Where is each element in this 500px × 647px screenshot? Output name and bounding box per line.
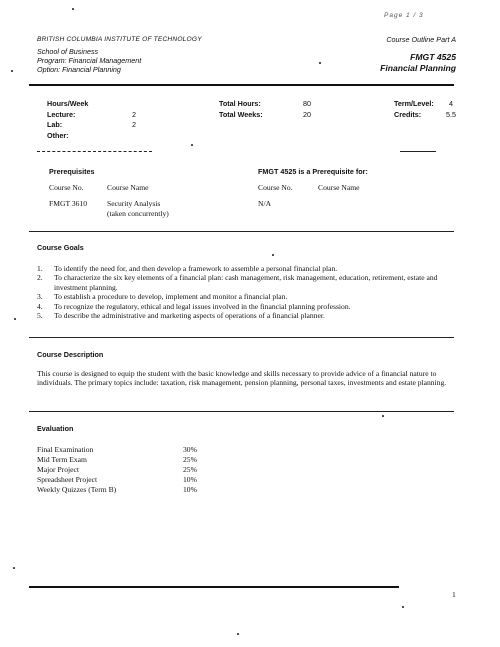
prereq-course-note: (taken concurrently): [107, 209, 169, 218]
scan-speck: [13, 567, 15, 569]
hours-rule-right: [400, 151, 436, 152]
description-text: This course is designed to equip the student with the basic knowledge and skills necessary to provide advice of a financial nature to individuals. The primary topics include: taxation, risk management, pension planning, personal taxes, investments and estate planning.: [37, 369, 447, 388]
list-item: 4. To recognize the regulatory, ethical and legal issues involved in the financial planning profession.: [37, 301, 351, 311]
list-item: 3. To establish a procedure to develop, implement and monitor a financial plan.: [37, 292, 288, 302]
total-hours-value: 80: [303, 99, 311, 108]
evaluation-heading: Evaluation: [37, 424, 74, 433]
term-level-label: Term/Level:: [394, 99, 434, 108]
scan-speck: [11, 70, 13, 72]
goals-list: [37, 264, 450, 320]
scan-speck: [191, 144, 193, 146]
table-row: Spreadsheet Project 10%: [37, 474, 197, 484]
term-level-value: 4: [449, 99, 453, 108]
table-row: Mid Term Exam 25%: [37, 454, 197, 464]
goals-heading: Course Goals: [37, 243, 84, 252]
lab-value: 2: [132, 120, 136, 129]
school-name: School of Business: [37, 47, 99, 56]
scan-speck: [402, 606, 404, 608]
prereq-col-course-name: Course Name: [107, 183, 149, 192]
course-title: Financial Planning: [380, 63, 456, 73]
option-name: Option: Financial Planning: [37, 65, 121, 74]
prereq-for-heading: FMGT 4525 is a Prerequisite for:: [258, 167, 368, 176]
header-rule: [29, 84, 454, 86]
total-hours-label: Total Hours:: [219, 99, 261, 108]
list-item: 5. To describe the administrative and marketing aspects of operations of a financial planner.: [37, 311, 325, 321]
institution-name: BRITISH COLUMBIA INSTITUTE OF TECHNOLOGY: [37, 36, 202, 43]
course-code: FMGT 4525: [410, 52, 456, 62]
list-item: 1. To identify the need for, and then develop a framework to assemble a personal financial plan.: [37, 264, 338, 273]
table-row: Major Project 25%: [37, 464, 197, 474]
prereq-for-col-course-name: Course Name: [318, 183, 360, 192]
prereq-course-name: Security Analysis: [107, 199, 161, 208]
lecture-label: Lecture:: [47, 110, 76, 119]
program-name: Program: Financial Management: [37, 56, 142, 65]
prereq-rule: [29, 231, 454, 232]
lab-label: Lab:: [47, 120, 63, 129]
lecture-value: 2: [132, 110, 136, 119]
outline-part-label: Course Outline Part A: [386, 35, 456, 44]
other-label: Other:: [47, 131, 69, 140]
prereq-col-course-no: Course No.: [49, 183, 84, 192]
goals-rule: [29, 337, 454, 338]
prereq-heading: Prerequisites: [49, 167, 95, 176]
prereq-for-col-course-no: Course No.: [258, 183, 293, 192]
scan-speck: [237, 633, 239, 635]
scan-speck: [272, 254, 274, 256]
scan-speck: [14, 318, 16, 320]
total-weeks-label: Total Weeks:: [219, 110, 263, 119]
footer-rule: [29, 586, 399, 588]
evaluation-table: [37, 444, 197, 494]
table-row: Final Examination 30%: [37, 444, 197, 454]
prereq-for-value: N/A: [258, 199, 272, 208]
credits-label: Credits:: [394, 110, 422, 119]
scan-speck: [319, 62, 321, 64]
description-heading: Course Description: [37, 350, 104, 359]
list-item: 2. To characterize the six key elements of a financial plan: cash management, risk management, education, retirement, estate and investment planning.: [37, 273, 438, 292]
credits-value: 5.5: [446, 110, 456, 119]
hours-week-label: Hours/Week: [47, 99, 89, 108]
scan-speck: [72, 8, 74, 10]
page-number: 1: [452, 590, 456, 599]
total-weeks-value: 20: [303, 110, 311, 119]
prereq-course-no: FMGT 3610: [49, 199, 88, 208]
page-stamp: Page 1 / 3: [384, 12, 424, 19]
scan-speck: [382, 415, 384, 417]
table-row: Weekly Quizzes (Term B) 10%: [37, 484, 197, 494]
hours-rule-left: [37, 151, 152, 152]
description-rule: [29, 411, 454, 412]
